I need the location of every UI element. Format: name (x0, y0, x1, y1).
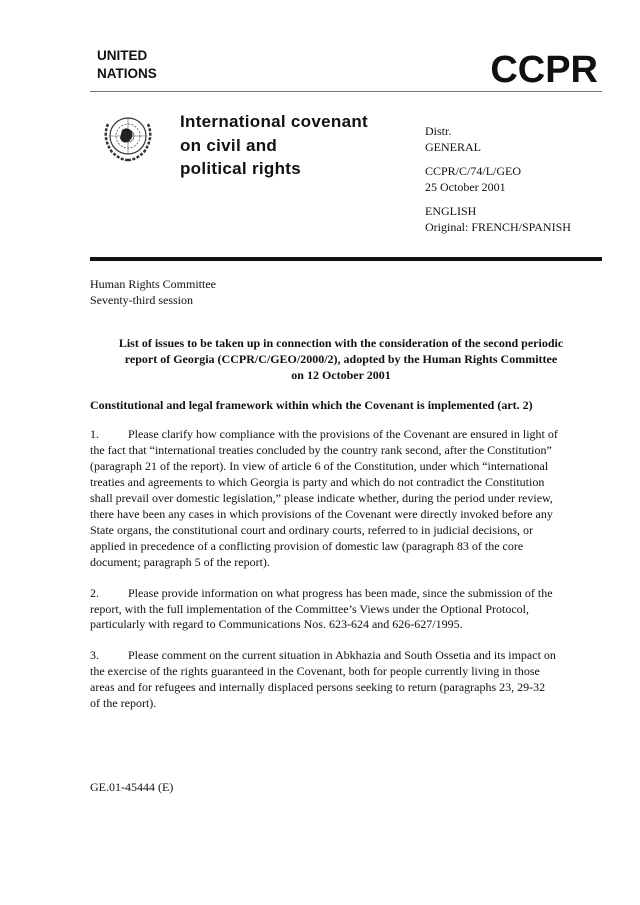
heading-line: List of issues to be taken up in connection with the consideration of the second periodic (118, 335, 564, 350)
committee-name: Human Rights Committee (90, 277, 216, 291)
paragraph-line (90, 427, 592, 443)
heading-line: report of Georgia (CCPR/C/GEO/2000/2), adopted by the Human Rights Committee (124, 351, 558, 366)
paragraph-line (90, 602, 592, 618)
paragraph-text: State organs, the constitutional court and ordinary courts, referred to in judicial decisions, or (90, 522, 533, 537)
title-line: on civil and (180, 135, 278, 155)
session-name: Seventy-third session (90, 292, 193, 307)
section-heading: Constitutional and legal framework within which the Covenant is implemented (art. 2) (90, 397, 533, 412)
paragraph-line (90, 507, 592, 523)
document-symbol: CCPR/C/74/L/GEO (425, 164, 522, 178)
paragraph-text: Please comment on the current situation in Abkhazia and South Ossetia and its impact on (128, 648, 556, 663)
document-series-symbol: CCPR (490, 49, 598, 91)
paragraph-number: 2. (90, 585, 99, 600)
paragraph-text: particularly with regard to Communications Nos. 623-624 and 626-627/1995. (90, 617, 463, 632)
paragraph-line (90, 617, 592, 633)
paragraph-text: applied in precedence of a conflicting provision of domestic law (paragraph 83 of the core (90, 538, 524, 553)
paragraph-text: (paragraph 21 of the report). In view of article 6 of the Constitution, under which “international (90, 459, 549, 474)
document-date: 25 October 2001 (425, 179, 506, 194)
job-number: GE.01-45444 (E) (90, 780, 174, 794)
title-line: International covenant (180, 112, 368, 131)
document-metadata (425, 124, 571, 235)
paragraph-text: there have been any cases in which provisions of the Covenant were directly invoked before any (90, 506, 553, 521)
org-line: NATIONS (97, 66, 157, 81)
paragraph-text: report, with the full implementation of the Committee’s Views under the Optional Protocol, (90, 601, 529, 616)
paragraph-list (90, 427, 592, 712)
paragraph-line (90, 586, 592, 602)
heading-line: on 12 October 2001 (291, 367, 391, 382)
distribution-label: Distr. (425, 124, 452, 138)
paragraph-line (90, 664, 592, 680)
paragraph-line (90, 523, 592, 539)
paragraph-line (90, 443, 592, 459)
paragraph-line (90, 491, 592, 507)
document-body (90, 277, 592, 727)
paragraph (90, 427, 592, 570)
document-heading (90, 336, 592, 384)
org-line: UNITED (97, 48, 148, 63)
paragraph-number: 3. (90, 648, 99, 663)
paragraph-text: the exercise of the rights guaranteed in the Covenant, both for people currently living in those (90, 664, 540, 679)
paragraph-line (90, 539, 592, 555)
paragraph-line (90, 459, 592, 475)
document-title (180, 110, 368, 181)
distribution-type: GENERAL (425, 139, 481, 154)
paragraph (90, 586, 592, 634)
paragraph-text: the fact that “international treaties concluded by the country rank second, after the Constitution” (90, 443, 552, 458)
paragraph-number: 1. (90, 427, 99, 442)
paragraph-text: areas and for refugees and internally displaced persons seeking to return (paragraphs 23, 29-32 (90, 680, 546, 695)
un-emblem-icon (98, 110, 158, 166)
original-language: Original: FRENCH/SPANISH (425, 219, 571, 234)
paragraph-text: document; paragraph 5 of the report). (90, 554, 270, 569)
paragraph-line (90, 648, 592, 664)
paragraph-line (90, 680, 592, 696)
paragraph-text: treaties and agreements to which Georgia is party and which do not contradict the Constitution (90, 475, 545, 490)
document-language: ENGLISH (425, 204, 477, 218)
header-divider (90, 257, 602, 261)
top-divider (90, 91, 602, 92)
paragraph-line (90, 696, 592, 712)
paragraph-text: Please provide information on what progress has been made, since the submission of the (128, 585, 553, 600)
paragraph-text: Please clarify how compliance with the provisions of the Covenant are ensured in light of (128, 427, 558, 442)
paragraph-text: of the report). (90, 696, 157, 711)
paragraph-line (90, 555, 592, 571)
paragraph (90, 648, 592, 712)
paragraph-line (90, 475, 592, 491)
paragraph-text: shall prevail over domestic legislation,” please indicate whether, during the period under review, (90, 491, 553, 506)
organization-name (97, 47, 157, 83)
title-line: political rights (180, 159, 301, 178)
